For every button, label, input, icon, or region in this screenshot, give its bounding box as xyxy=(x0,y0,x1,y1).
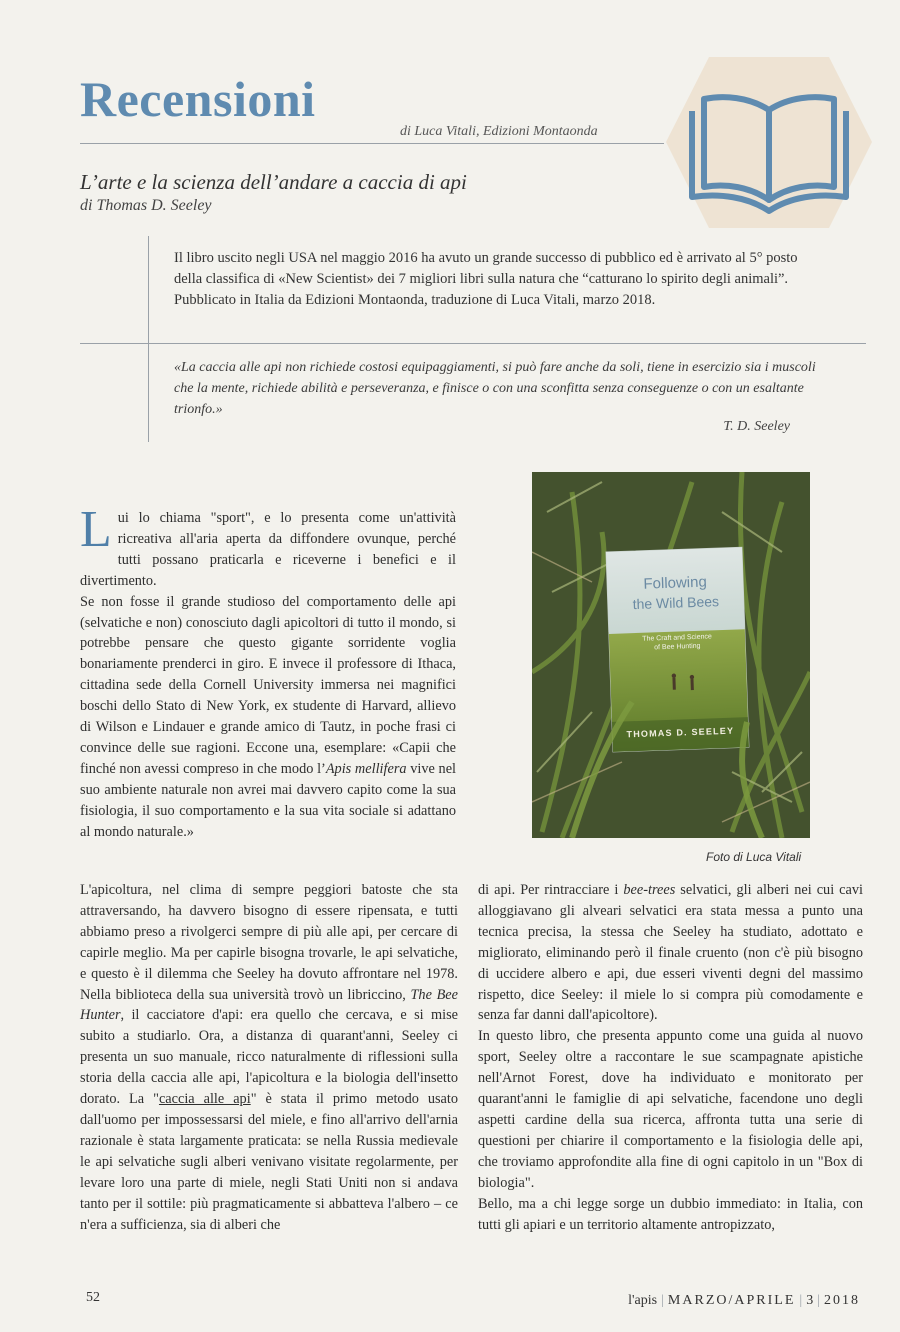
body-text: " è stata il primo metodo usato dall'uomo per impossessarsi del miele, e fino all'arrivo dell'arnia razionale è stata largamente praticata: se nella Russia medievale le api selvatiche sugli alberi venivano visitate regolarmente, per levare loro una parte di miele, negli Stati Uniti non si andava tanto per il sottile: più pragmaticamente si abbatteva l'albero – ce n'era a sufficienza, sia di alberi che xyxy=(80,1091,459,1233)
review-byline: di Luca Vitali, Edizioni Montaonda xyxy=(400,124,598,139)
body-paragraph: Bello, ma a chi legge sorge un dubbio immediato: in Italia, con tutti gli apiari e un territorio altamente antropizzato, xyxy=(478,1195,863,1233)
drop-cap: L xyxy=(80,501,112,558)
book-title: L’arte e la scienza dell’andare a caccia di api xyxy=(80,170,467,194)
book-photo xyxy=(532,472,810,838)
article-intro xyxy=(80,501,457,843)
underlined-term: caccia alle api xyxy=(158,1091,251,1108)
magazine-name: l'apis xyxy=(628,1293,658,1308)
body-text: , il cacciatore d'api: era quello che cercava, e si mise subito a studiarlo. Ora, a distanza di quarant'anni, Seeley ci presenta un suo manuale, ricco naturalmente di riflessioni sulla storia della caccia alle api, l'apicoltura e la biologia dell'insetto dorato. La " xyxy=(80,1007,458,1108)
intro-text: Se non fosse il grande studioso del comportamento delle api (selvatiche e non) conosciuto dagli apicoltori di tutto il mondo, si potrebbe pensare che questo gigante sorridente voglia bonariamente prenderci in giro. E invece il professore di Ithaca, cittadina sede della Cornell University immersa nei magnifici boschi dello Stato di New York, ex studente di Harvard, allievo di Wilson e Lindauer e grande amico di Tautz, in poche frasi ci convince delle sue ragioni. Eccone una, esemplare: «Capii che finché non avessi compreso in che modo l’ xyxy=(80,593,456,777)
intro-paragraph xyxy=(80,592,456,843)
body-paragraph: In questo libro, che presenta appunto come una guida al nuovo sport, Seeley oltre a raccontare le sue scampagnate apistiche nell'Arnot Forest, dove ha individuato e monitorato per quarant'anni le famiglie di api selvatiche, facendone uno degli aspetti cardine della sua ricerca, affronta tutta una serie di questioni per chiarire il comportamento e la fisiologia delle api, che troviamo approfondite alla fine di ogni capitolo in un "Box di biologia". xyxy=(478,1028,863,1191)
book-info-line: Il libro uscito negli USA nel maggio 2016 ha avuto un grande successo di pubblico ed è arrivato al 5° posto della classifica di «New Scientist» dei 7 migliori libri sulla natura che “catturano lo spirito degli animali”. xyxy=(174,250,798,287)
book-cover-author: THOMAS D. SEELEY xyxy=(626,725,735,740)
quote-author: T. D. Seeley xyxy=(723,419,790,434)
info-box-border xyxy=(148,236,149,442)
book-cover-subtitle: The Craft and Science xyxy=(642,633,712,643)
intro-paragraph xyxy=(80,501,456,592)
body-paragraph xyxy=(80,880,458,1235)
issue-year: 2018 xyxy=(824,1293,860,1308)
book-info-line: Pubblicato in Italia da Edizioni Montaonda, traduzione di Luca Vitali, marzo 2018. xyxy=(174,292,656,308)
page-number: 52 xyxy=(86,1290,100,1305)
section-title: Recensioni xyxy=(80,71,316,127)
book-cover-title: the Wild Bees xyxy=(632,593,720,613)
book-info xyxy=(174,248,814,311)
book-cover-title: Following xyxy=(643,573,708,593)
author-quote: «La caccia alle api non richiede costosi equipaggiamenti, si può fare anche da soli, tiene in esercizio sia i muscoli che la mente, richiede abilità e perseveranza, e finisce o con una sconfitta senza conseguenze o con un esaltante trionfo.» xyxy=(174,360,816,417)
info-box-divider xyxy=(80,343,866,344)
magazine-footer: l'apis | MARZO/APRILE | 3 | 2018 xyxy=(628,1293,860,1308)
article-column-right xyxy=(478,880,863,1235)
body-text: di api. Per rintracciare i xyxy=(478,882,624,898)
intro-text: vive nel suo ambiente naturale non avrei mai davvero capito come la sua fisiologia, il suo comportamento e la sua vita sociale si adattano al mondo naturale.» xyxy=(80,760,457,840)
article-column-left xyxy=(80,880,458,1235)
header-rule xyxy=(80,143,664,144)
italic-term: bee-trees xyxy=(623,882,676,898)
book-cover-subtitle: of Bee Hunting xyxy=(654,642,701,652)
intro-text: ui lo chiama "sport", e lo presenta come un'attività ricreativa all'aria aperta da diffondere ovunque, perché tutti possano praticarla e riceverne i benefici e il divertimento. xyxy=(80,510,456,589)
book-reference: The Bee Hunter xyxy=(80,986,458,1024)
issue-months: MARZO/APRILE xyxy=(667,1293,796,1308)
body-text: L'apicoltura, nel clima di sempre peggiori batoste che sta attraversando, ha davvero bisogno di essere ripensata, e tutti abbiamo preso a rivolgerci sempre di più alle api, per cercare di capirle meglio. Ma per capirle bisogna trovarle, le api selvatiche, e questo è il dilemma che Seeley ha dovuto affrontare nel 1978. Nella biblioteca della sua università trovò un libriccino, xyxy=(80,882,458,1003)
photo-credit: Foto di Luca Vitali xyxy=(706,850,802,864)
body-paragraph xyxy=(478,880,863,1026)
species-name: Apis mellifera xyxy=(325,760,407,777)
issue-number: 3 xyxy=(806,1293,814,1308)
open-book-icon xyxy=(664,55,874,230)
body-text: selvatici, gli alberi nei cui cavi alloggiavano gli alveari selvatici era stata messa a punto una tecnica precisa, la stessa che Seeley ha studiato, adottato e migliorato, eliminando però il finale cruento (non c'è più bisogno di uccidere albero e api, due esseri viventi degni del massimo rispetto, dice Seeley: il miele lo si compra più comodamente e senza far danni dall'apicoltore). xyxy=(478,882,863,1024)
book-author: di Thomas D. Seeley xyxy=(80,197,212,214)
